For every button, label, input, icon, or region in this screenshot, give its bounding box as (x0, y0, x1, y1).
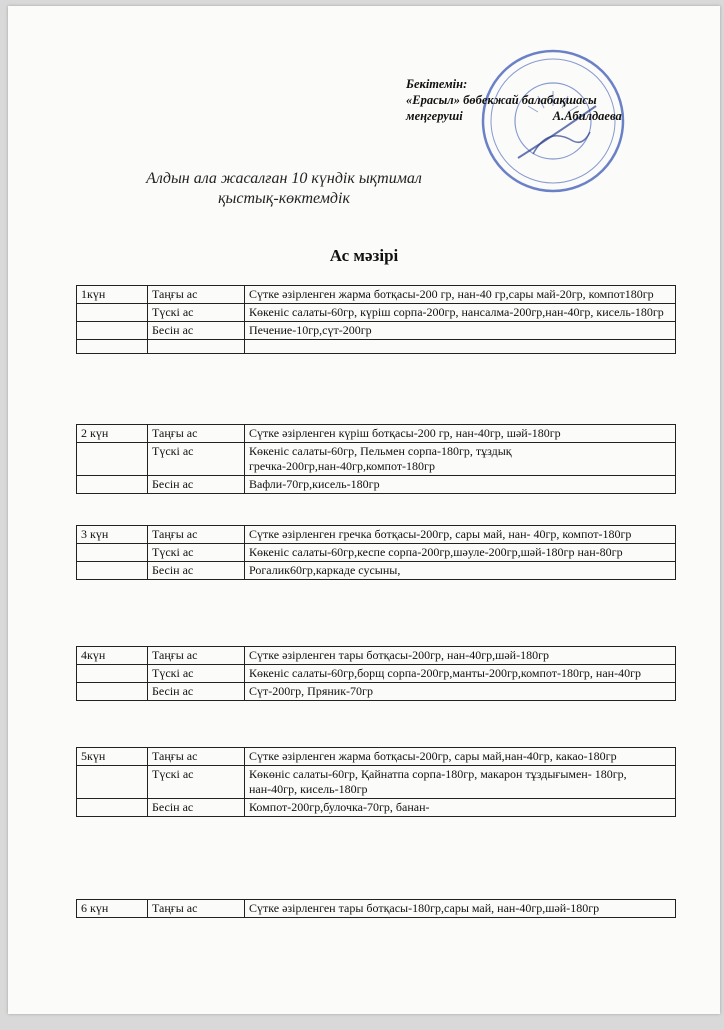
meal-menu: Көкеніс салаты-60гр, Пельмен сорпа-180гр, тұздық гречка-200гр,нан-40гр,компот-180гр (245, 443, 676, 476)
meal-menu: Сүтке әзірленген жарма ботқасы-200гр, сары май,нан-40гр, какао-180гр (245, 748, 676, 766)
day-table-1 (76, 285, 676, 354)
document-page (8, 6, 720, 1014)
meal-name: Түскі ас (148, 665, 245, 683)
meal-menu: Көкеніс салаты-60гр, күріш сорпа-200гр, нансалма-200гр,нан-40гр, кисель-180гр (245, 304, 676, 322)
day-label: 4күн (77, 647, 148, 665)
meal-menu: Печение-10гр,сүт-200гр (245, 322, 676, 340)
meal-menu: Рогалик60гр,каркаде сусыны, (245, 562, 676, 580)
meal-name: Бесін ас (148, 799, 245, 817)
table-row (77, 799, 676, 817)
meal-name: Түскі ас (148, 304, 245, 322)
meal-menu: Көкеніс салаты-60гр,кеспе сорпа-200гр,шәуле-200гр,шәй-180гр нан-80гр (245, 544, 676, 562)
day-table-4 (76, 646, 676, 701)
day-table-3 (76, 525, 676, 580)
menu-heading: Ас мәзірі (329, 246, 399, 265)
meal-menu: Компот-200гр,булочка-70гр, банан- (245, 799, 676, 817)
table-row (77, 526, 676, 544)
meal-name: Таңғы ас (148, 900, 245, 918)
table-row (77, 647, 676, 665)
table-row (77, 340, 676, 354)
table-row (77, 443, 676, 476)
meal-menu: Сүтке әзірленген тары ботқасы-200гр, нан-40гр,шәй-180гр (245, 647, 676, 665)
table-row (77, 900, 676, 918)
day-table-6 (76, 899, 676, 918)
meal-name: Түскі ас (148, 544, 245, 562)
table-row (77, 544, 676, 562)
table-row (77, 425, 676, 443)
day-label: 1күн (77, 286, 148, 304)
meal-name: Бесін ас (148, 476, 245, 494)
day-label: 2 күн (77, 425, 148, 443)
table-row (77, 683, 676, 701)
meal-menu: Көкеніс салаты-60гр,борщ сорпа-200гр,манты-200гр,компот-180гр, нан-40гр (245, 665, 676, 683)
meal-name: Бесін ас (148, 322, 245, 340)
table-row (77, 304, 676, 322)
day-table-5 (76, 747, 676, 817)
approval-role: меңгеруші (406, 109, 463, 123)
approval-label: Бекітемін: (406, 77, 468, 91)
table-row (77, 322, 676, 340)
meal-name: Түскі ас (148, 443, 245, 476)
kindergarten-name: «Ерасыл» бөбекжай балабақшасы (406, 93, 597, 107)
table-row (77, 766, 676, 799)
document-title-line2: қыстық-көктемдік (218, 190, 350, 207)
day-label: 5күн (77, 748, 148, 766)
meal-name: Таңғы ас (148, 526, 245, 544)
table-row (77, 286, 676, 304)
approval-block (406, 76, 622, 124)
meal-menu: Вафли-70гр,кисель-180гр (245, 476, 676, 494)
table-row (77, 476, 676, 494)
meal-name: Таңғы ас (148, 425, 245, 443)
approval-signature-line (406, 108, 622, 124)
day-table-2 (76, 424, 676, 494)
meal-menu: Көкөніс салаты-60гр, Қайнатпа сорпа-180гр, макарон тұздығымен- 180гр, нан-40гр, кисель-180гр (245, 766, 676, 799)
meal-menu: Сүтке әзірленген күріш ботқасы-200 гр, нан-40гр, шәй-180гр (245, 425, 676, 443)
meal-menu: Сүтке әзірленген жарма ботқасы-200 гр, нан-40 гр,сары май-20гр, компот180гр (245, 286, 676, 304)
meal-name: Бесін ас (148, 683, 245, 701)
meal-name: Бесін ас (148, 562, 245, 580)
meal-name: Таңғы ас (148, 748, 245, 766)
day-label: 3 күн (77, 526, 148, 544)
document-title-line1: Алдын ала жасалған 10 күндік ықтимал (146, 170, 422, 187)
meal-name: Таңғы ас (148, 286, 245, 304)
meal-menu: Сүтке әзірленген гречка ботқасы-200гр, сары май, нан- 40гр, компот-180гр (245, 526, 676, 544)
approval-head-name: А.Абилдаева (552, 109, 622, 123)
table-row (77, 562, 676, 580)
meal-menu: Сүтке әзірленген тары ботқасы-180гр,сары май, нан-40гр,шәй-180гр (245, 900, 676, 918)
table-row (77, 748, 676, 766)
table-row (77, 665, 676, 683)
meal-name: Түскі ас (148, 766, 245, 799)
meal-menu: Сүт-200гр, Пряник-70гр (245, 683, 676, 701)
meal-name: Таңғы ас (148, 647, 245, 665)
day-label: 6 күн (77, 900, 148, 918)
